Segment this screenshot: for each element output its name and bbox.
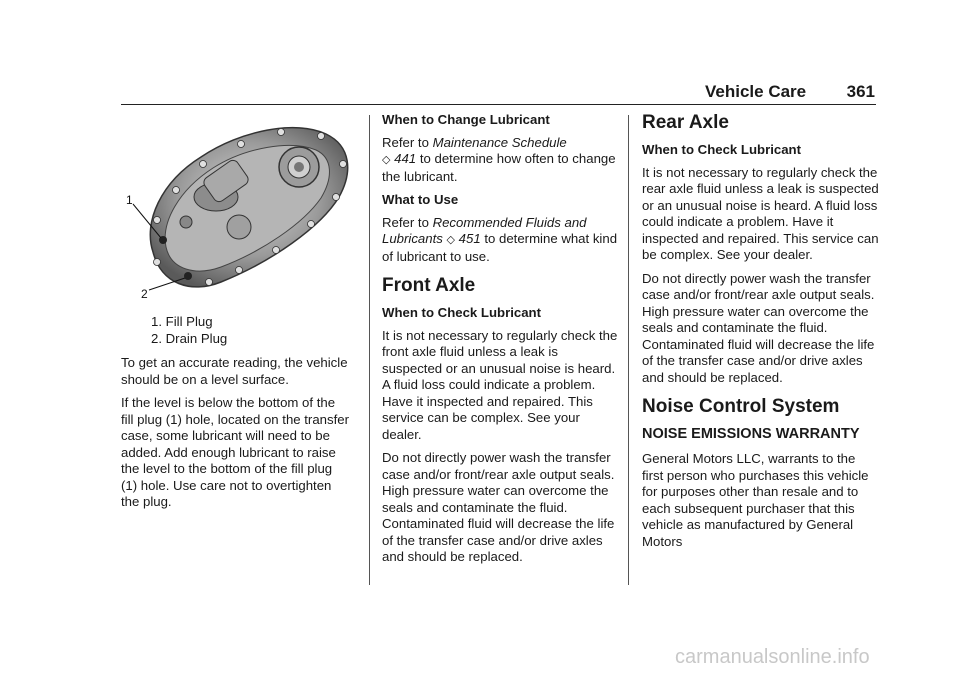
- transfer-case-figure: [121, 112, 361, 307]
- fluids-suffix: to determine what kind of lubricant to use.: [382, 231, 618, 264]
- maintenance-page-link[interactable]: 441: [394, 151, 417, 166]
- paragraph-front-check: It is not necessary to regularly check the front axle fluid unless a leak is suspected or an unusual noise is heard. A fluid loss could indicate a problem. Have it inspected and repaired. This service can be complex. See your dealer.: [382, 327, 618, 442]
- section-title: Vehicle Care: [705, 82, 807, 101]
- fluids-page-link[interactable]: 451: [458, 231, 481, 246]
- heading-when-to-change: When to Change Lubricant: [382, 112, 550, 127]
- column-3: [642, 112, 880, 557]
- callout-2: 2: [141, 287, 148, 301]
- legend-item-drain-plug: 2. Drain Plug: [151, 331, 228, 346]
- refer-text-2: Refer to: [382, 214, 433, 230]
- paragraph-front-wash: Do not directly power wash the transfer case and/or front/rear axle output seals. High pressure water can overcome the seals and contaminate the fluid. Contaminated fluid will decrease the life of the transfer case and/or drive axles and should be replaced.: [382, 450, 615, 564]
- maintenance-schedule-link[interactable]: Maintenance Schedule: [432, 134, 567, 150]
- column-divider-1: [369, 115, 370, 585]
- column-2: [382, 112, 618, 573]
- heading-noise-warranty: NOISE EMISSIONS WARRANTY: [642, 426, 860, 442]
- column-1: [121, 313, 351, 518]
- paragraph-rear-check: It is not necessary to regularly check the rear axle fluid unless a leak is suspected or an unusual noise is heard. A fluid loss could indicate a problem. Have it inspected and repaired. This service can be complex. See your dealer.: [642, 164, 879, 262]
- paragraph-rear-wash: Do not directly power wash the transfer case and/or front/rear axle output seals. High pressure water can overcome the seals and contaminate the fluid. Contaminated fluid will decrease the life of the transfer case and/or drive axles and should be replaced.: [642, 270, 875, 385]
- column-divider-2: [628, 115, 629, 585]
- paragraph-accurate-reading: To get an accurate reading, the vehicle should be on a level surface.: [121, 355, 348, 387]
- header-rule: [121, 104, 876, 105]
- book-reference-icon: ◇: [446, 234, 455, 246]
- paragraph-add-lubricant: If the level is below the bottom of the fill plug (1) hole, located on the transfer case, some lubricant will need to be added. Add enough lubricant to raise the level to the bottom of the fill plug (1) hole. Use care not to overtighten the plug.: [121, 395, 349, 509]
- page-number: 361: [846, 82, 875, 101]
- refer-text: Refer to: [382, 134, 433, 150]
- heading-noise-control: Noise Control System: [642, 396, 840, 417]
- heading-when-to-check-front: When to Check Lubricant: [382, 305, 541, 320]
- transfer-case-illustration: [121, 112, 361, 307]
- heading-front-axle: Front Axle: [382, 275, 476, 296]
- heading-what-to-use: What to Use: [382, 192, 459, 207]
- callout-1: 1: [126, 193, 133, 207]
- paragraph-warranty: General Motors LLC, warrants to the first person who purchases this vehicle for purposes other than resale and to each subsequent purchaser that this vehicle as manufactured by General Motors: [642, 451, 869, 549]
- recommended-fluids-link[interactable]: Recommended Fluids and Lubricants: [382, 214, 587, 246]
- watermark: carmanualsonline.info: [675, 646, 870, 668]
- paragraph-fluids-ref: [382, 215, 618, 266]
- paragraph-maintenance-ref: [382, 135, 618, 186]
- maintenance-suffix: to determine how often to change the lubricant.: [382, 151, 616, 184]
- figure-legend: [151, 313, 351, 347]
- heading-when-to-check-rear: When to Check Lubricant: [642, 142, 801, 157]
- page-header: [705, 82, 875, 104]
- heading-rear-axle: Rear Axle: [642, 112, 729, 133]
- book-reference-icon: ◇: [382, 154, 391, 166]
- legend-item-fill-plug: 1. Fill Plug: [151, 314, 213, 329]
